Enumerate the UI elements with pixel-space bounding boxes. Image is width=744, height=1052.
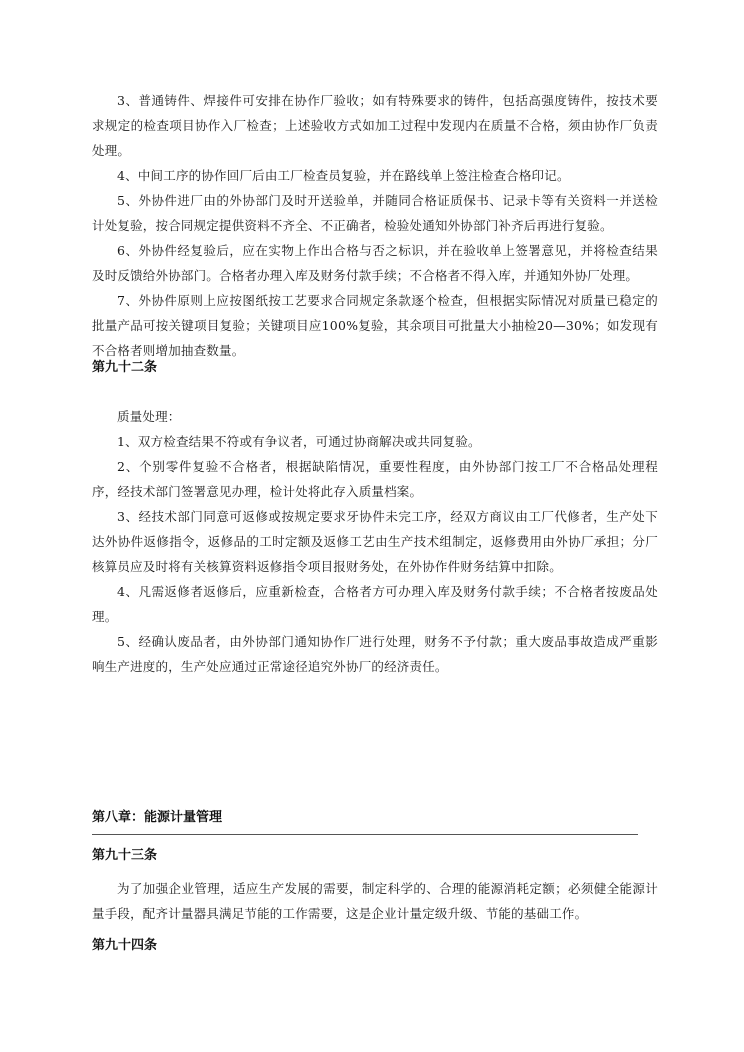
paragraph-rule-7: 7、外协件原则上应按图纸按工艺要求合同规定条款逐个检查，但根据实际情况对质量已稳定的批量产品可按关键项目复验；关键项目应100%复验，其余项目可批量大小抽检20—30%；如发现有不合格者则增加抽查数量。 [92, 293, 658, 358]
paragraph-item-2: 2、个别零件复验不合格者，根据缺陷情况，重要性程度，由外协部门按工厂不合格品处理程序，经技术部门签署意见办理，检计处将此存入质量档案。 [92, 459, 658, 499]
article-92-body [92, 404, 658, 679]
chapter-8-heading: 第八章：能源计量管理 [92, 810, 223, 825]
inspection-rules-continued [92, 88, 658, 363]
paragraph-item-5: 5、经确认废品者，由外协部门通知协作厂进行处理，财务不予付款；重大废品事故造成严重影响生产进度的，生产处应通过正常途径追究外协厂的经济责任。 [92, 634, 658, 674]
article-93-heading: 第九十三条 [92, 848, 158, 863]
paragraph-rule-4: 4、中间工序的协作回厂后由工厂检查员复验，并在路线单上签注检查合格印记。 [117, 168, 570, 183]
paragraph-item-3: 3、经技术部门同意可返修或按规定要求牙协件未完工序，经双方商议由工厂代修者，生产处下达外协件返修指令，返修品的工时定额及返修工艺由生产技术组制定，返修费用由外协厂承担；分厂核算员应及时将有关核算资料返修指令项目报财务处，在外协作件财务结算中扣除。 [92, 509, 658, 574]
article-93-body [92, 876, 658, 926]
article-92-heading: 第九十二条 [92, 360, 158, 375]
chapter-divider [92, 834, 638, 835]
paragraph-energy-metering: 为了加强企业管理，适应生产发展的需要，制定科学的、合理的能源消耗定额；必须健全能源计量手段，配齐计量器具满足节能的工作需要，这是企业计量定级升级、节能的基础工作。 [92, 881, 658, 921]
paragraph-quality-handling: 质量处理： [117, 409, 181, 424]
paragraph-rule-6: 6、外协件经复验后，应在实物上作出合格与否之标识，并在验收单上签署意见，并将检查结果及时反馈给外协部门。合格者办理入库及财务付款手续；不合格者不得入库，并通知外协厂处理。 [92, 243, 658, 283]
paragraph-item-4: 4、凡需返修者返修后，应重新检查，合格者方可办理入库及财务付款手续；不合格者按废品处理。 [92, 584, 658, 624]
paragraph-rule-3: 3、普通铸件、焊接件可安排在协作厂验收；如有特殊要求的铸件，包括高强度铸件，按技术要求规定的检查项目协作入厂检查；上述验收方式如加工过程中发现内在质量不合格，须由协作厂负责处理。 [92, 93, 658, 158]
paragraph-item-1: 1、双方检查结果不符或有争议者，可通过协商解决或共同复验。 [117, 434, 481, 449]
article-94-heading: 第九十四条 [92, 938, 158, 953]
paragraph-rule-5: 5、外协件进厂由的外协部门及时开送验单，并随同合格证质保书、记录卡等有关资料一并送检计处复验，按合同规定提供资料不齐全、不正确者，检验处通知外协部门补齐后再进行复验。 [92, 193, 658, 233]
